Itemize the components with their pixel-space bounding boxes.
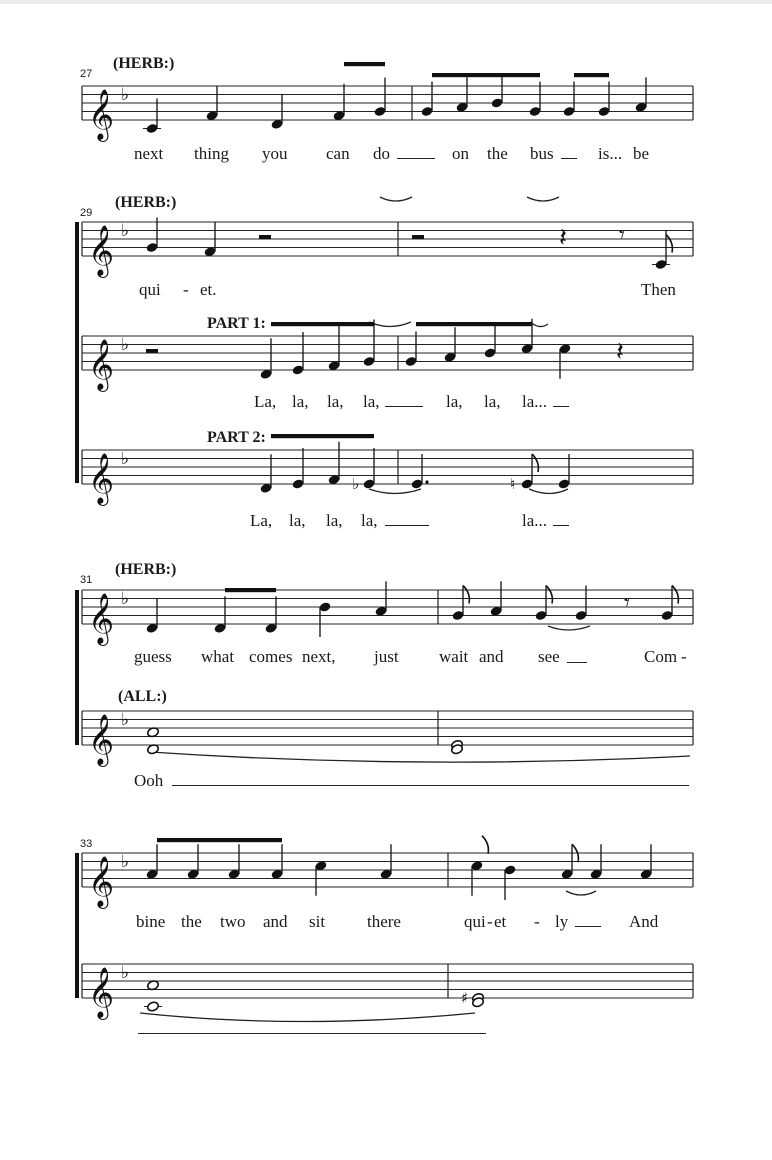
tie [369, 489, 421, 494]
lyric-syllable: la, [363, 392, 380, 411]
tie [369, 322, 411, 327]
lyric-extender [567, 662, 587, 663]
accidental-icon: ♭ [352, 475, 360, 493]
slur [140, 1013, 475, 1022]
treble-clef-icon: 𝄞 [88, 453, 115, 504]
lyric-syllable: Ooh [134, 771, 164, 790]
lyric-syllable: just [374, 647, 399, 666]
key-signature-flat-icon: ♭ [121, 589, 130, 609]
tie [529, 489, 568, 494]
lyric-syllable: And [629, 912, 659, 931]
lyric-syllable: La, [250, 511, 273, 530]
lyric-syllable: what [201, 647, 235, 666]
part-label-herb: (HERB:) [115, 561, 177, 578]
key-signature-flat-icon: ♭ [121, 710, 130, 730]
lyric-extender [172, 785, 689, 786]
measure-number: 29 [80, 207, 93, 219]
lyric-syllable: there [367, 912, 401, 931]
system-bracket [75, 853, 79, 998]
part-label-part2: PART 2: [207, 429, 266, 446]
accidental-icon: ♯ [461, 989, 469, 1007]
lyric-syllable: qui [464, 912, 486, 931]
lyric-syllable: guess [134, 647, 172, 666]
note-beam [344, 62, 385, 66]
part-label-herb: (HERB:) [113, 55, 175, 72]
augmentation-dot [425, 480, 428, 483]
lyric-hyphen: - [183, 280, 189, 299]
lyric-syllable: bine [136, 912, 166, 931]
key-signature-flat-icon: ♭ [121, 449, 130, 469]
lyric-syllable: ly [555, 912, 569, 931]
lyric-syllable: the [181, 912, 202, 931]
lyric-hyphen: - [534, 912, 540, 931]
part-label-part1: PART 1: [207, 315, 266, 332]
tie [380, 197, 412, 201]
note-beam [157, 838, 282, 842]
lyric-syllable: is... [598, 144, 623, 163]
note-beam [432, 73, 540, 77]
treble-clef-icon: 𝄞 [88, 593, 115, 644]
note-head [147, 1001, 160, 1012]
lyric-syllable: can [326, 144, 350, 163]
note-flag [672, 586, 678, 604]
measure-number: 33 [80, 838, 93, 850]
lyric-syllable: la... [522, 392, 548, 411]
lyric-syllable: on [452, 144, 469, 163]
eighth-rest-icon: 𝄾 [619, 223, 625, 248]
lyric-syllable: La, [254, 392, 277, 411]
key-signature-flat-icon: ♭ [121, 85, 130, 105]
note-beam [416, 322, 532, 326]
lyric-syllable: the [487, 144, 508, 163]
note-flag [666, 235, 672, 253]
key-signature-flat-icon: ♭ [121, 335, 130, 355]
lyric-syllable: qui [139, 280, 161, 299]
slur [150, 752, 690, 762]
key-signature-flat-icon: ♭ [121, 852, 130, 872]
lyric-syllable: thing [194, 144, 229, 163]
system-bracket [75, 590, 79, 745]
part-label-herb: (HERB:) [115, 194, 177, 211]
quarter-rest-icon: 𝄽 [616, 337, 624, 367]
lyric-hyphen: - [487, 912, 493, 931]
treble-clef-icon: 𝄞 [88, 339, 115, 390]
note-beam [271, 322, 374, 326]
half-rest-icon [412, 235, 424, 239]
lyric-extender [575, 926, 601, 927]
tie [527, 197, 559, 201]
measure-number: 27 [80, 68, 93, 80]
treble-clef-icon: 𝄞 [88, 225, 115, 276]
lyric-syllable: la, [446, 392, 463, 411]
key-signature-flat-icon: ♭ [121, 221, 130, 241]
key-signature-flat-icon: ♭ [121, 963, 130, 983]
lyric-syllable: wait [439, 647, 469, 666]
lyric-syllable: and [479, 647, 504, 666]
lyric-syllable: la, [326, 511, 343, 530]
note-beam [574, 73, 609, 77]
system-bracket [75, 222, 79, 483]
lyric-extender [561, 158, 577, 159]
note-beam [271, 434, 374, 438]
lyric-syllable: next [134, 144, 164, 163]
note-flag [463, 586, 469, 604]
lyric-syllable: sit [309, 912, 326, 931]
note-beam [225, 588, 276, 592]
treble-clef-icon: 𝄞 [88, 967, 115, 1018]
note-flag [482, 836, 488, 854]
note-flag [532, 454, 538, 472]
lyric-extender [553, 406, 569, 407]
lyric-extender [385, 525, 429, 526]
accidental-icon: ♮ [510, 475, 516, 493]
lyric-syllable: be [633, 144, 650, 163]
lyric-syllable: you [262, 144, 288, 163]
note-flag [546, 586, 552, 604]
eighth-rest-icon: 𝄾 [624, 591, 630, 616]
lyric-syllable: et. [200, 280, 217, 299]
lyric-syllable: Com [644, 647, 678, 666]
lyric-syllable: et [494, 912, 507, 931]
lyric-extender [138, 1033, 486, 1034]
tie [530, 322, 548, 327]
lyric-syllable: and [263, 912, 288, 931]
lyric-syllable: la, [361, 511, 378, 530]
lyric-extender [553, 525, 569, 526]
treble-clef-icon: 𝄞 [88, 89, 115, 140]
lyric-syllable: do [373, 144, 390, 163]
lyric-syllable: bus [530, 144, 554, 163]
lyric-syllable: Then [641, 280, 676, 299]
measure-number: 31 [80, 574, 93, 586]
lyric-extender [385, 406, 423, 407]
lyric-syllable: la, [484, 392, 501, 411]
lyric-syllable: la, [289, 511, 306, 530]
lyric-syllable: two [220, 912, 246, 931]
part-label-all: (ALL:) [118, 688, 167, 705]
lyric-extender [397, 158, 435, 159]
quarter-rest-icon: 𝄽 [559, 223, 567, 253]
treble-clef-icon: 𝄞 [88, 856, 115, 907]
lyric-syllable: la, [327, 392, 344, 411]
half-rest-icon [146, 349, 158, 353]
lyric-syllable: la... [522, 511, 548, 530]
lyric-syllable: comes [249, 647, 293, 666]
tie [566, 891, 596, 895]
half-rest-icon [259, 235, 271, 239]
lyric-syllable: la, [292, 392, 309, 411]
tie [548, 626, 590, 630]
lyric-hyphen: - [681, 647, 687, 666]
lyric-syllable: see [538, 647, 560, 666]
treble-clef-icon: 𝄞 [88, 714, 115, 765]
lyric-syllable: next, [302, 647, 336, 666]
